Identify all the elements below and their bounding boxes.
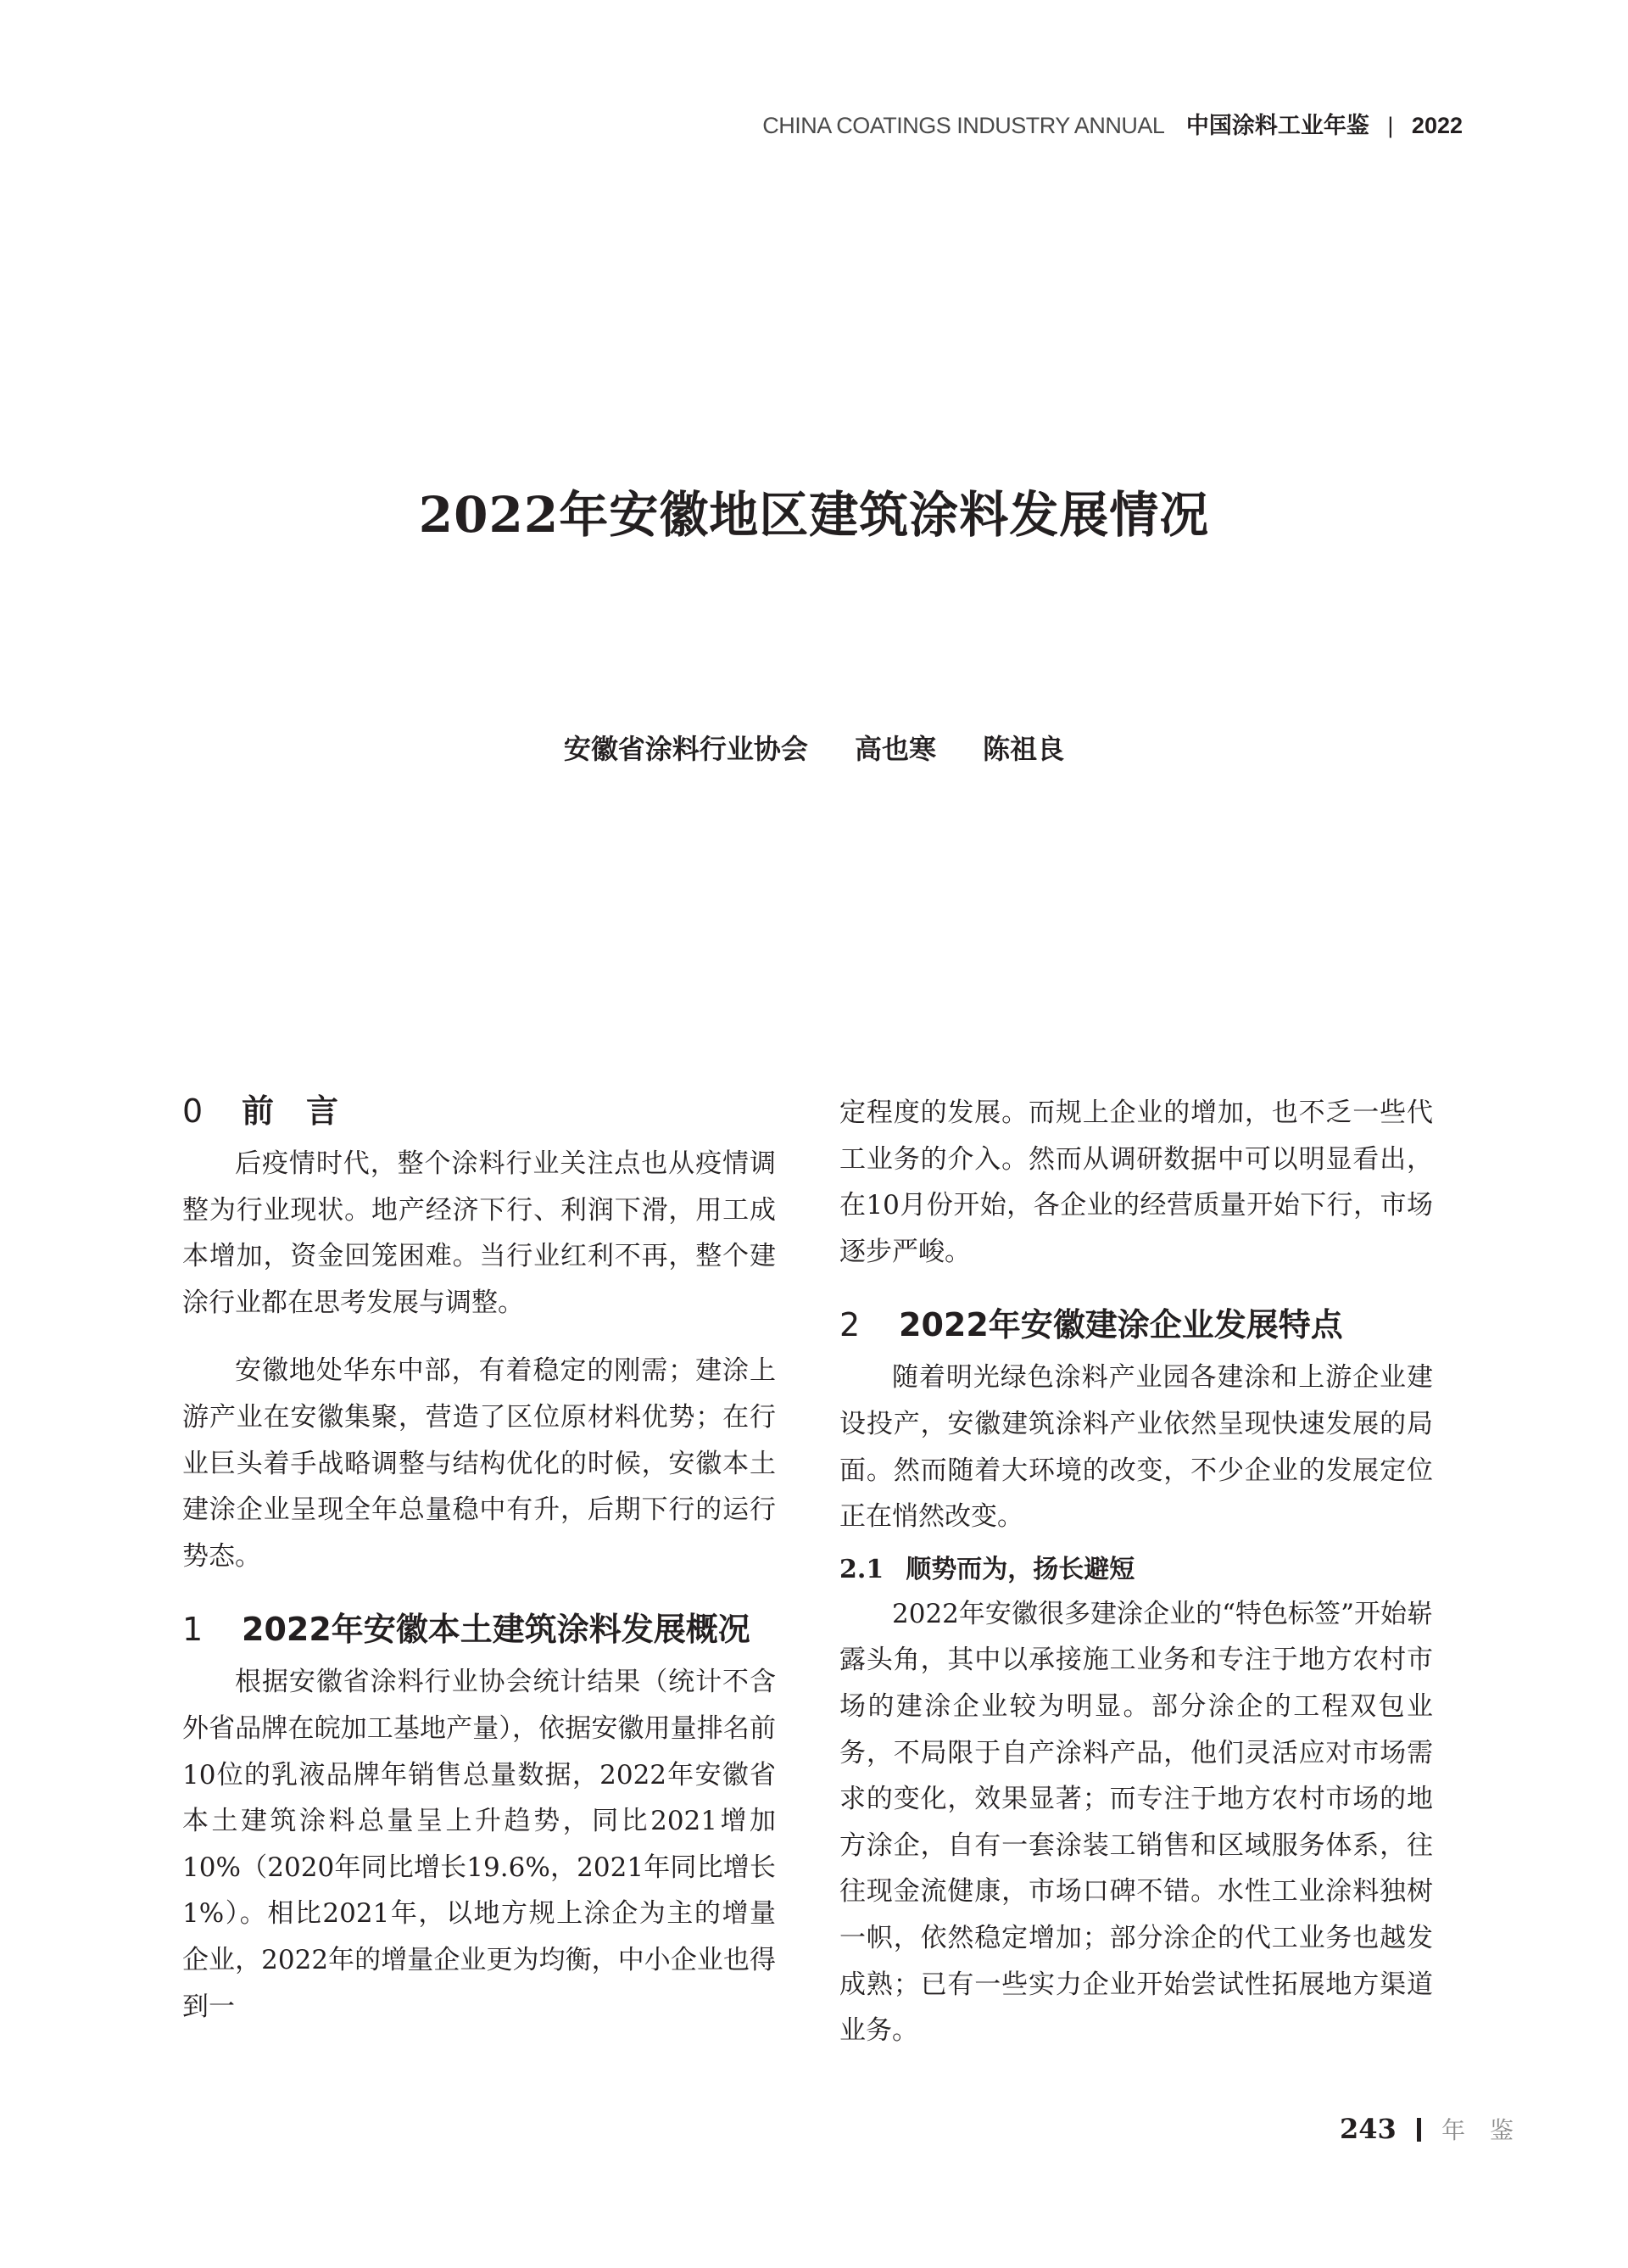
page-footer	[1340, 2112, 1522, 2146]
body-paragraph: 根据安徽省涂料行业协会统计结果（统计不含外省品牌在皖加工基地产量），依据安徽用量排名前10位的乳液品牌年销售总量数据，2022年安徽省本土建筑涂料总量呈上升趋势，同比2021增加10%（2020年同比增长19.6%，2021年同比增长1%）。相比2021年，以地方规上涂企为主的增量企业，2022年的增量企业更为均衡，中小企业也得到一	[182, 1667, 776, 2022]
header-year: 2022	[1411, 113, 1463, 138]
subsection-heading	[839, 1549, 1433, 1591]
left-column	[182, 1090, 776, 2030]
running-header	[762, 109, 1463, 143]
section-title: 2022年安徽建涂企业发展特点	[899, 1306, 1343, 1344]
author-name: 高也寒	[854, 733, 936, 765]
footer-divider	[1417, 2118, 1421, 2142]
section-title: 前 言	[242, 1092, 339, 1130]
section-number: 0	[182, 1092, 204, 1130]
header-english-title: CHINA COATINGS INDUSTRY ANNUAL	[762, 113, 1165, 138]
header-chinese-title: 中国涂料工业年鉴	[1185, 113, 1369, 139]
right-column	[839, 1090, 1433, 2054]
section-heading	[182, 1608, 776, 1651]
section-heading	[182, 1090, 776, 1132]
subsection-title: 顺势而为，扬长避短	[906, 1554, 1135, 1584]
author-name: 陈祖良	[983, 733, 1065, 765]
section-number: 2	[839, 1306, 861, 1344]
body-paragraph-continued: 定程度的发展。而规上企业的增加，也不乏一些代工业务的介入。然而从调研数据中可以明显看出，在10月份开始，各企业的经营质量开始下行，市场逐步严峻。	[839, 1098, 1433, 1267]
body-paragraph: 2022年安徽很多建涂企业的“特色标签”开始崭露头角，其中以承接施工业务和专注于地方农村市场的建涂企业较为明显。部分涂企的工程双包业务，不局限于自产涂料产品，他们灵活应对市场需求的变化，效果显著；而专注于地方农村市场的地方涂企，自有一套涂装工销售和区域服务体系，往往现金流健康，市场口碑不错。水性工业涂料独树一帜，依然稳定增加；部分涂企的代工业务也越发成熟；已有一些实力企业开始尝试性拓展地方渠道业务。	[839, 1598, 1433, 2047]
article-title: 2022年安徽地区建筑涂料发展情况	[418, 486, 1210, 544]
subsection-number: 2.1	[839, 1554, 884, 1584]
header-separator: |	[1387, 113, 1394, 138]
body-paragraph: 安徽地处华东中部，有着稳定的刚需；建涂上游产业在安徽集聚，营造了区位原材料优势；在行业巨头着手战略调整与结构优化的时候，安徽本土建涂企业呈现全年总量稳中有升，后期下行的运行势态。	[182, 1355, 776, 1572]
page-number: 243	[1339, 2113, 1397, 2145]
section-title: 2022年安徽本土建筑涂料发展概况	[242, 1611, 750, 1649]
body-paragraph: 随着明光绿色涂料产业园各建涂和上游企业建设投产，安徽建筑涂料产业依然呈现快速发展的局面。然而随着大环境的改变，不少企业的发展定位正在悄然改变。	[839, 1362, 1433, 1533]
author-organization: 安徽省涂料行业协会	[563, 733, 808, 765]
section-number: 1	[182, 1611, 204, 1649]
author-line	[0, 728, 1628, 767]
footer-label: 年 鉴	[1441, 2116, 1522, 2144]
body-paragraph: 后疫情时代，整个涂料行业关注点也从疫情调整为行业现状。地产经济下行、利润下滑，用工成本增加，资金回笼困难。当行业红利不再，整个建涂行业都在思考发展与调整。	[182, 1148, 776, 1318]
section-heading	[839, 1304, 1433, 1346]
